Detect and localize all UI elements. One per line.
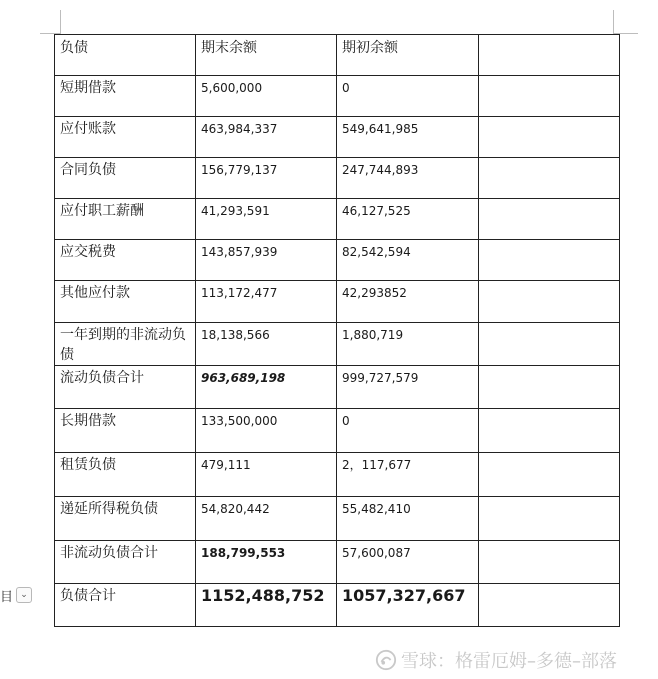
row-end-value[interactable]: 133,500,000 [196,409,337,453]
row-name[interactable]: 非流动负债合计 [55,541,196,584]
row-extra[interactable] [479,199,620,240]
row-begin-value[interactable]: 549,641,985 [337,117,479,158]
row-name[interactable]: 长期借款 [55,409,196,453]
row-name[interactable]: 短期借款 [55,76,196,117]
table-row [55,409,620,453]
watermark-text: 雪球：格雷厄姆–多德–部落 [401,651,617,672]
row-end-value[interactable]: 479,111 [196,453,337,497]
snowball-logo-icon [375,649,397,671]
header-liability[interactable]: 负债 [55,35,196,76]
row-name[interactable]: 应付职工薪酬 [55,199,196,240]
row-name[interactable]: 负债合计 [55,584,196,627]
row-extra[interactable] [479,453,620,497]
row-begin-value[interactable]: 2，117,677 [337,453,479,497]
table-header-row [55,35,620,76]
table-row [55,497,620,541]
header-empty[interactable] [479,35,620,76]
margin-guide-left [60,10,61,34]
row-extra[interactable] [479,584,620,627]
row-end-value[interactable]: 1152,488,752 [196,584,337,627]
row-name[interactable]: 租赁负债 [55,453,196,497]
row-name[interactable]: 流动负债合计 [55,366,196,409]
row-end-value[interactable]: 963,689,198 [196,366,337,409]
table-row [55,366,620,409]
row-name[interactable]: 应交税费 [55,240,196,281]
row-extra[interactable] [479,281,620,323]
row-extra[interactable] [479,497,620,541]
header-ending-balance[interactable]: 期末余额 [196,35,337,76]
row-name[interactable]: 其他应付款 [55,281,196,323]
row-end-value[interactable]: 156,779,137 [196,158,337,199]
row-extra[interactable] [479,158,620,199]
row-end-value[interactable]: 54,820,442 [196,497,337,541]
row-begin-value[interactable]: 55,482,410 [337,497,479,541]
row-extra[interactable] [479,240,620,281]
row-extra[interactable] [479,541,620,584]
table-row [55,117,620,158]
row-end-value[interactable]: 5,600,000 [196,76,337,117]
row-name[interactable]: 合同负债 [55,158,196,199]
row-extra[interactable] [479,117,620,158]
row-extra[interactable] [479,366,620,409]
row-begin-value[interactable]: 1057,327,667 [337,584,479,627]
row-extra[interactable] [479,76,620,117]
row-end-value[interactable]: 113,172,477 [196,281,337,323]
liabilities-table [54,34,620,627]
chevron-down-icon[interactable]: ⌄ [16,587,32,603]
table-row [55,281,620,323]
row-extra[interactable] [479,409,620,453]
table-row [55,323,620,366]
row-begin-value[interactable]: 999,727,579 [337,366,479,409]
row-begin-value[interactable]: 46,127,525 [337,199,479,240]
table-row [55,158,620,199]
row-end-value[interactable]: 18,138,566 [196,323,337,366]
table-row [55,541,620,584]
row-end-value[interactable]: 188,799,553 [196,541,337,584]
row-end-value[interactable]: 463,984,337 [196,117,337,158]
row-begin-value[interactable]: 0 [337,409,479,453]
header-beginning-balance[interactable]: 期初余额 [337,35,479,76]
row-begin-value[interactable]: 0 [337,76,479,117]
style-dropdown[interactable] [0,584,32,606]
row-name[interactable]: 应付账款 [55,117,196,158]
row-begin-value[interactable]: 247,744,893 [337,158,479,199]
row-extra[interactable] [479,323,620,366]
style-dropdown-label: 目 [0,589,14,605]
row-begin-value[interactable]: 57,600,087 [337,541,479,584]
table-row [55,76,620,117]
table-row-total [55,584,620,627]
row-begin-value[interactable]: 82,542,594 [337,240,479,281]
row-begin-value[interactable]: 42,293852 [337,281,479,323]
table-row [55,199,620,240]
table-row [55,453,620,497]
table-row [55,240,620,281]
row-name[interactable]: 一年到期的非流动负债 [55,323,196,366]
row-end-value[interactable]: 41,293,591 [196,199,337,240]
row-end-value[interactable]: 143,857,939 [196,240,337,281]
margin-guide-right [613,10,614,34]
row-name[interactable]: 递延所得税负债 [55,497,196,541]
watermark [375,647,617,673]
row-begin-value[interactable]: 1,880,719 [337,323,479,366]
